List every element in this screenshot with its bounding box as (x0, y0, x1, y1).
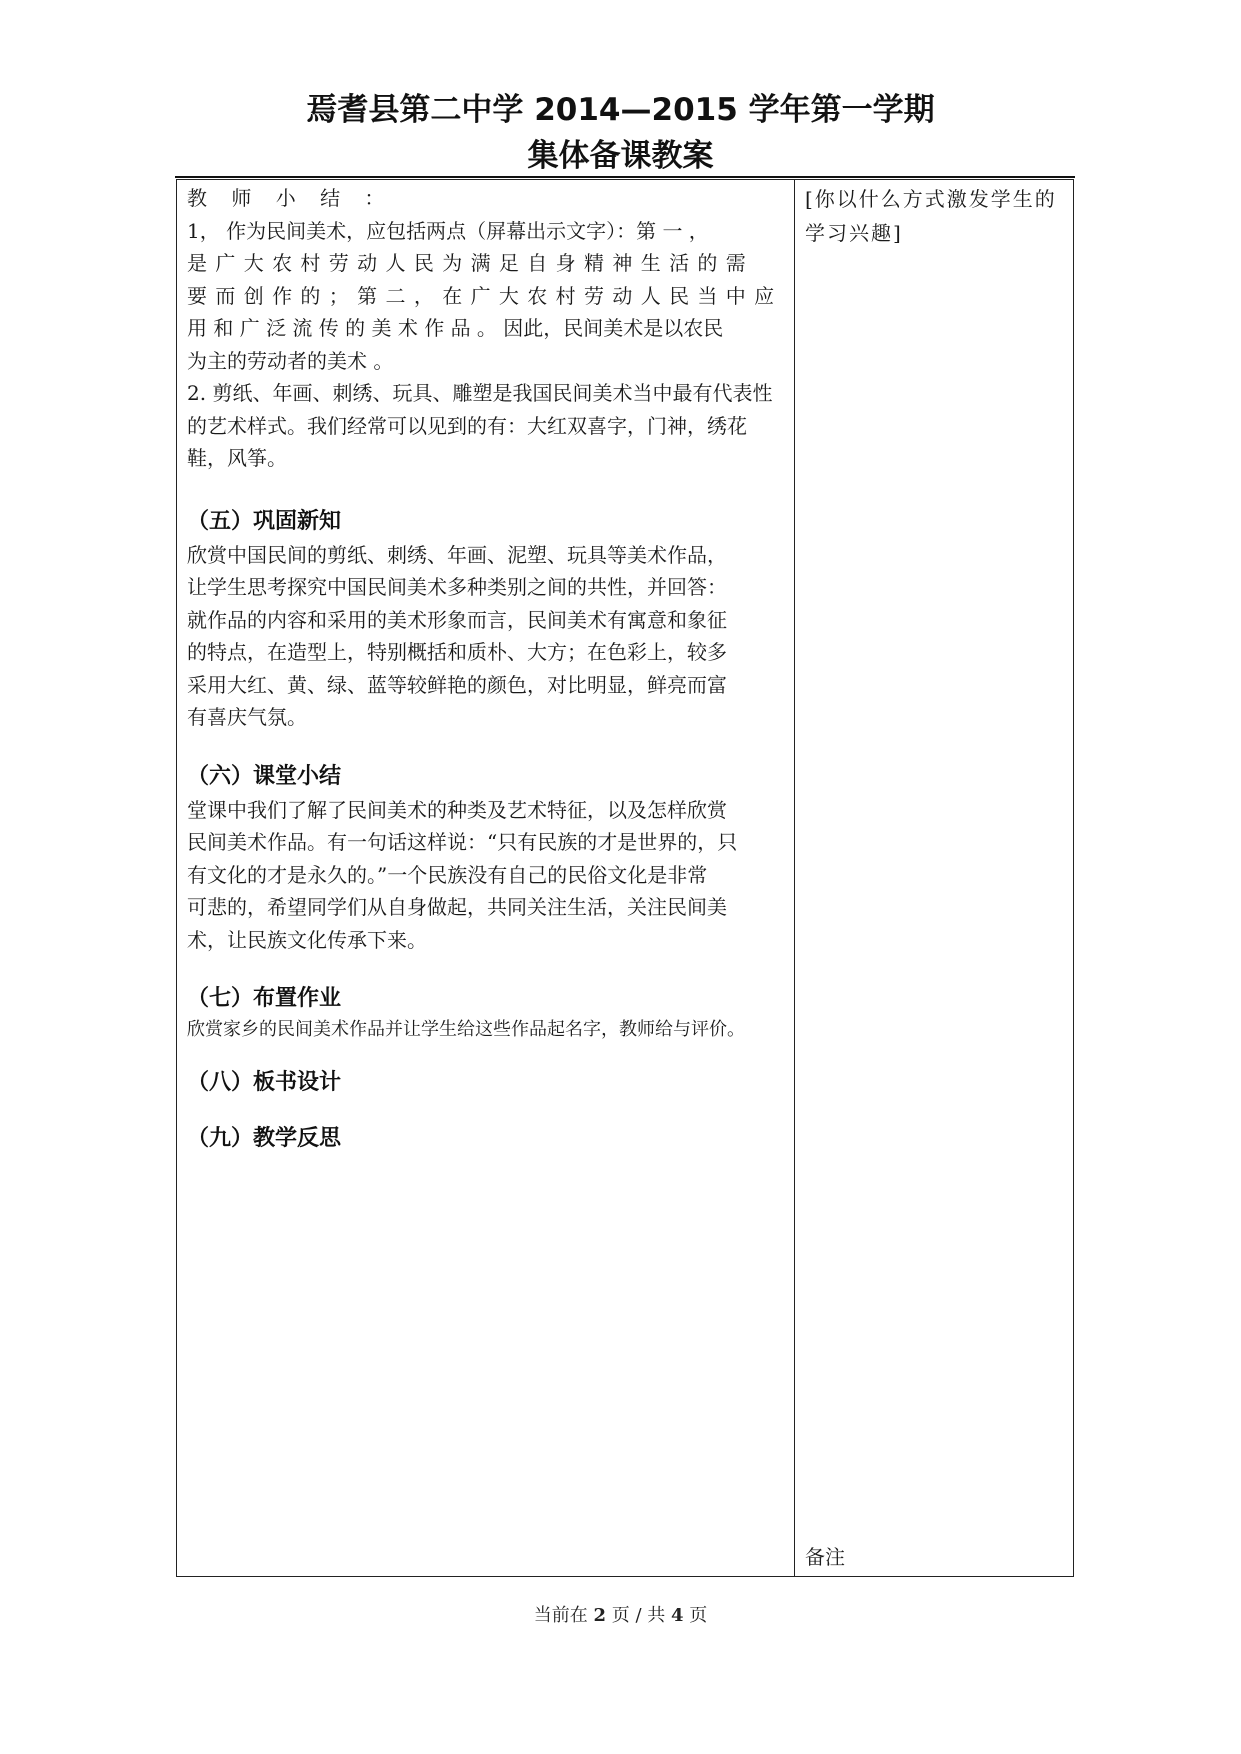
lesson-content-cell (187, 182, 787, 1156)
page-footer (0, 1604, 1241, 1628)
side-prompt: [你以什么方式激发学生的学习兴趣] (805, 187, 1057, 245)
section5-line: 有喜庆气氛。 (187, 705, 307, 729)
section6-line: 可悲的，希望同学们从自身做起，共同关注生活，关注民间美 (187, 895, 727, 919)
section6-line: 术，让民族文化传承下来。 (187, 927, 427, 952)
section-heading-board-design: （八）板书设计 (187, 1070, 342, 1095)
summary-line: 是 广 大 农 村 劳 动 人 民 为 满 足 自 身 精 神 生 活 的 需 (187, 251, 747, 275)
section6-line: 民间美术作品。有一句话这样说：“只有民族的才是世界的，只 (187, 830, 738, 854)
footer-prefix: 当前在 (533, 1605, 588, 1626)
summary-line: 1， 作为民间美术，应包括两点（屏幕出示文字）：第 一 ， (187, 218, 709, 243)
summary-line: 用 和 广 泛 流 传 的 美 术 作 品 。 因此，民间美术是以农民 (187, 316, 724, 340)
summary-line: 的艺术样式。我们经常可以见到的有：大红双喜字，门神，绣花 (187, 413, 747, 438)
document-title: 焉耆县第二中学 2014—2015 学年第一学期 (306, 92, 935, 128)
footer-middle: 页 / 共 (611, 1605, 666, 1626)
section-heading-homework: （七）布置作业 (187, 986, 342, 1011)
section6-line: 有文化的才是永久的。”一个民族没有自己的民俗文化是非常 (187, 862, 708, 887)
homework-text: 欣赏家乡的民间美术作品并让学生给这些作品起名字，教师给与评价。 (187, 1019, 745, 1040)
teacher-summary-label: 教 师 小 结 ： (187, 186, 394, 210)
section5-line: 采用大红、黄、绿、蓝等较鲜艳的颜色，对比明显，鲜亮而富 (187, 672, 727, 697)
footer-suffix: 页 (689, 1605, 708, 1626)
total-page-number: 4 (670, 1605, 684, 1626)
section-heading-reflection: （九）教学反思 (187, 1126, 342, 1151)
section5-line: 欣赏中国民间的剪纸、刺绣、年画、泥塑、玩具等美术作品， (187, 542, 727, 567)
section5-line: 让学生思考探究中国民间美术多种类别之间的共性，并回答： (187, 575, 727, 599)
section5-line: 就作品的内容和采用的美术形象而言，民间美术有寓意和象征 (187, 607, 727, 632)
section-heading-consolidate: （五）巩固新知 (187, 508, 342, 534)
section-heading-class-summary: （六）课堂小结 (187, 763, 342, 789)
document-subtitle: 集体备课教案 (527, 138, 714, 174)
current-page-number: 2 (593, 1605, 606, 1626)
column-divider (794, 180, 795, 1576)
summary-line: 要 而 创 作 的 ； 第 二 ， 在 广 大 农 村 劳 动 人 民 当 中 应 (187, 283, 776, 308)
summary-line: 鞋，风筝。 (187, 446, 287, 470)
section5-line: 的特点，在造型上，特别概括和质朴、大方；在色彩上，较多 (187, 640, 727, 664)
lesson-plan-table (176, 179, 1074, 1577)
table-top-rule (175, 176, 1075, 178)
section6-line: 堂课中我们了解了民间美术的种类及艺术特征，以及怎样欣赏 (187, 797, 727, 822)
summary-line: 2. 剪纸、年画、刺绣、玩具、雕塑是我国民间美术当中最有代表性 (187, 381, 773, 405)
side-note-label: 备注 (805, 1545, 845, 1569)
summary-line: 为主的劳动者的美术 。 (187, 348, 394, 373)
